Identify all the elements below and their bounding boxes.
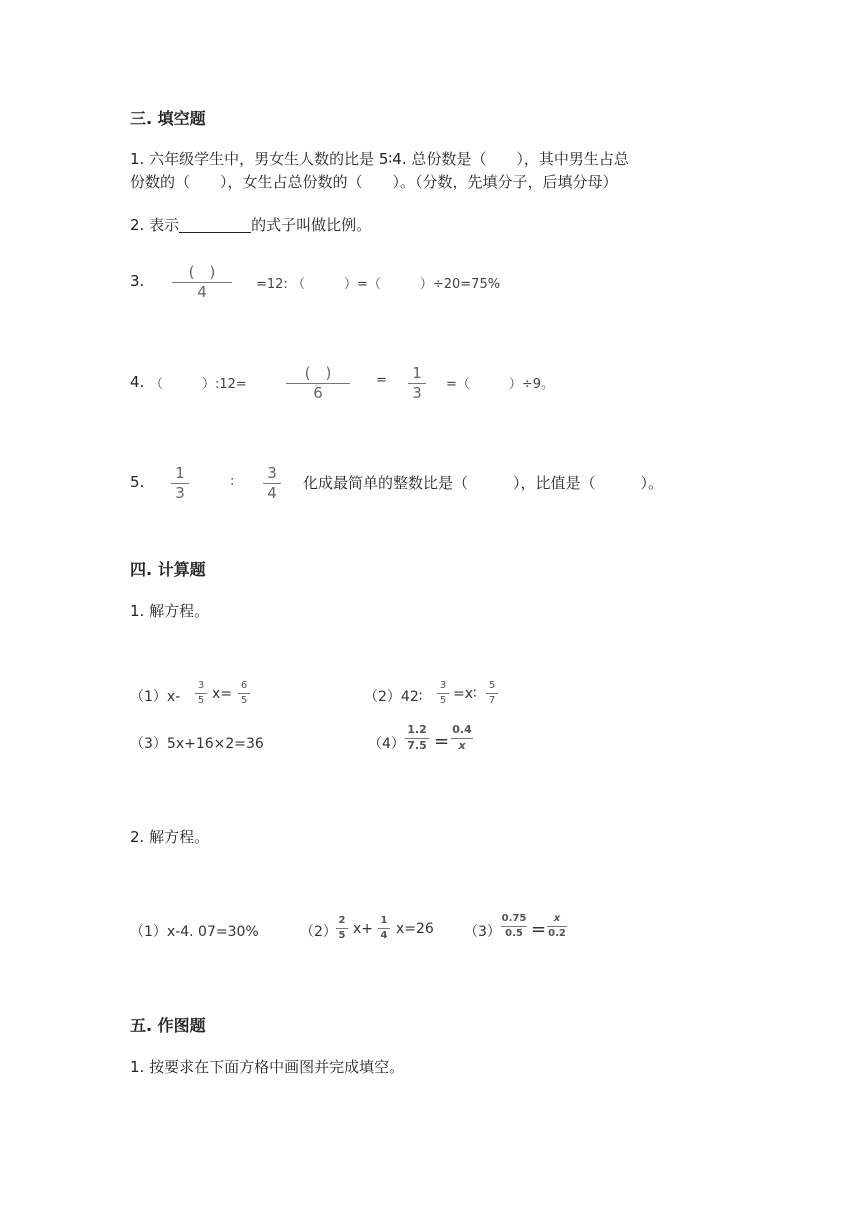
fraction-bar — [195, 693, 207, 694]
fraction-0.75-over-0.5 — [501, 913, 527, 939]
fraction-numerator: 1 — [175, 464, 185, 482]
section-3-title: 三. 填空题 — [130, 109, 206, 128]
question-1-line-1: 1. 六年级学生中，男女生人数的比是 5∶4. 总份数是（ ），其中男生占总 — [130, 150, 629, 168]
fraction-two-fifths — [336, 915, 348, 941]
equation-1-part-a: （1）x- — [130, 689, 181, 705]
fraction-denominator: 5 — [197, 694, 205, 706]
fraction-denominator: 4 — [380, 929, 388, 941]
fraction-bar — [437, 693, 449, 694]
fraction-numerator: 0.4 — [452, 723, 472, 736]
question-5-text: 化成最简单的整数比是（ ），比值是（ ）。 — [303, 474, 664, 492]
fraction-five-sevenths — [486, 680, 498, 706]
fraction-bar — [378, 928, 390, 929]
fraction-bar — [336, 928, 348, 929]
equation-2-2-part-c: x=26 — [396, 921, 434, 937]
question-4-expression-end: =（ ）÷9。 — [446, 377, 555, 392]
fraction-1.2-over-7.5 — [405, 724, 429, 752]
equals-sign: = — [531, 919, 547, 940]
fraction-three-fifths — [195, 680, 207, 706]
fraction-numerator: 1 — [380, 915, 388, 926]
fraction-numerator: 6 — [240, 680, 248, 691]
equation-2-part-b: =x∶ — [453, 686, 477, 702]
fraction-denominator: 0.5 — [505, 927, 523, 939]
fraction-denominator: 7.5 — [407, 738, 427, 752]
equation-2-2-part-b: x+ — [353, 921, 374, 937]
equation-4-part-a: （4） — [368, 736, 405, 752]
fraction-blank-over-6 — [286, 365, 350, 403]
question-2-suffix: 的式子叫做比例。 — [251, 216, 372, 234]
equation-2-3-part-a: （3） — [464, 924, 501, 940]
equation-2-2-part-a: （2） — [300, 924, 337, 940]
fraction-six-fifths — [238, 680, 250, 706]
fraction-three-fifths — [437, 680, 449, 706]
fraction-bar — [486, 693, 498, 694]
question-5-1: 1. 按要求在下面方格中画图并完成填空。 — [130, 1058, 405, 1076]
fraction-bar — [547, 926, 567, 927]
fraction-denominator: 4 — [267, 484, 277, 503]
question-3-expression: =12: （ ）=（ ）÷20=75% — [256, 277, 501, 292]
question-4-number: 4. — [130, 373, 145, 391]
fraction-x-over-0.2 — [547, 913, 567, 939]
fraction-denominator: 4 — [197, 283, 207, 302]
question-4-2-label: 2. 解方程。 — [130, 828, 210, 846]
fraction-numerator: 1.2 — [407, 723, 427, 736]
ratio-colon: : — [230, 474, 235, 489]
fraction-numerator: 3 — [439, 680, 447, 691]
fraction-bar — [501, 926, 527, 927]
equation-1-part-b: x= — [212, 686, 233, 702]
equation-3: （3）5x+16×2=36 — [130, 736, 264, 752]
fraction-denominator: x — [458, 738, 466, 752]
fraction-numerator: 5 — [488, 680, 496, 691]
question-3-number: 3. — [130, 272, 145, 290]
fraction-one-third — [408, 365, 426, 403]
equals-sign: = — [376, 373, 387, 388]
fraction-blank-over-4 — [172, 264, 232, 302]
fraction-denominator: 5 — [240, 694, 248, 706]
fraction-denominator: 0.2 — [548, 927, 566, 939]
fraction-numerator: ( ) — [188, 263, 216, 281]
fraction-three-quarters — [263, 465, 281, 503]
fraction-denominator: 3 — [412, 384, 422, 403]
fraction-numerator: x — [553, 913, 561, 924]
fraction-numerator: 3 — [197, 680, 205, 691]
fraction-denominator: 5 — [439, 694, 447, 706]
question-4-expression-start: （ ）:12= — [150, 377, 247, 392]
question-2-prefix: 2. 表示 — [130, 216, 180, 234]
fraction-bar — [238, 693, 250, 694]
equals-sign: = — [434, 731, 450, 752]
question-5-number: 5. — [130, 473, 145, 491]
fraction-numerator: ( ) — [304, 364, 332, 382]
question-1-line-2: 份数的（ ），女生占总份数的（ ）。（分数，先填分子，后填分母） — [130, 173, 618, 191]
fraction-denominator: 3 — [175, 484, 185, 503]
fraction-denominator: 5 — [338, 929, 346, 941]
section-5-title: 五. 作图题 — [130, 1016, 206, 1035]
answer-blank — [179, 216, 251, 233]
fraction-numerator: 1 — [412, 364, 422, 382]
equation-2-part-a: （2）42∶ — [364, 689, 423, 705]
fraction-numerator: 2 — [338, 915, 346, 926]
question-4-1-label: 1. 解方程。 — [130, 602, 210, 620]
fraction-one-third — [171, 465, 189, 503]
fraction-numerator: 3 — [267, 464, 277, 482]
question-2 — [130, 214, 371, 235]
equation-2-1: （1）x-4. 07=30% — [130, 924, 259, 940]
section-4-title: 四. 计算题 — [130, 560, 206, 579]
fraction-denominator: 6 — [313, 384, 323, 403]
fraction-denominator: 7 — [488, 694, 496, 706]
fraction-0.4-over-x — [451, 724, 473, 752]
fraction-numerator: 0.75 — [501, 913, 527, 924]
fraction-one-quarter — [378, 915, 390, 941]
